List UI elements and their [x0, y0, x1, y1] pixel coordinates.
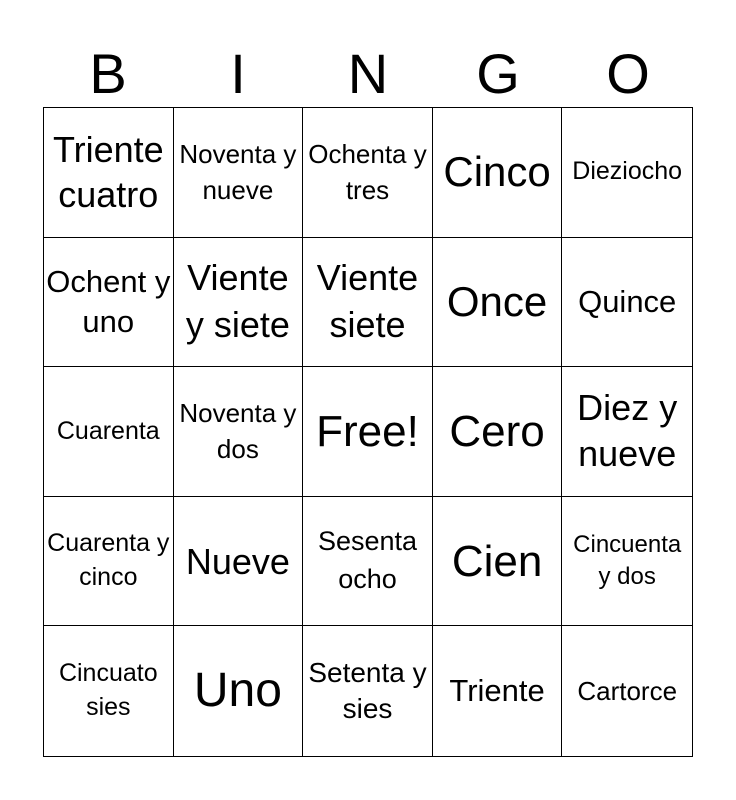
bingo-cell[interactable]: Cartorce	[577, 675, 678, 706]
bingo-cell[interactable]: Quince	[562, 238, 692, 368]
header-letter-b: B	[89, 42, 127, 105]
bingo-cell[interactable]: Cien	[433, 497, 563, 627]
header-letter-g: G	[476, 42, 520, 105]
bingo-cell[interactable]: Cincuenta y dos	[562, 497, 692, 627]
bingo-cell[interactable]: Ochent y uno	[44, 238, 174, 368]
bingo-cell[interactable]: Setenta y sies	[303, 626, 433, 756]
bingo-cell[interactable]: Viente y siete	[174, 238, 304, 368]
bingo-header	[43, 40, 693, 108]
header-letter-o: O	[606, 42, 650, 105]
bingo-free-space[interactable]: Free!	[303, 367, 433, 497]
bingo-cell[interactable]: Sesenta ocho	[303, 497, 433, 627]
bingo-cell[interactable]: Triente	[433, 626, 563, 756]
bingo-cell[interactable]: Uno	[174, 626, 304, 756]
bingo-cell[interactable]: Once	[433, 238, 563, 368]
header-letter-i: I	[230, 42, 246, 105]
bingo-cell[interactable]: Dieziocho	[562, 108, 692, 238]
bingo-cell[interactable]: Cuarenta y cinco	[44, 497, 174, 627]
bingo-cell[interactable]: Diez y nueve	[562, 367, 692, 497]
bingo-cell[interactable]: Noventa y dos	[174, 367, 304, 497]
bingo-cell[interactable]: Triente cuatro	[44, 108, 174, 238]
bingo-cell[interactable]: Cinco	[433, 108, 563, 238]
header-letter-n: N	[347, 42, 389, 105]
bingo-cell[interactable]: Noventa y nueve	[174, 108, 304, 238]
bingo-cell[interactable]: Cincuato sies	[44, 626, 174, 756]
bingo-grid	[43, 107, 693, 757]
bingo-cell[interactable]: Cuarenta	[44, 367, 174, 497]
bingo-cell[interactable]: Viente siete	[303, 238, 433, 368]
bingo-cell[interactable]: Cero	[433, 367, 563, 497]
bingo-cell[interactable]: Nueve	[174, 497, 304, 627]
bingo-cell[interactable]: Ochenta y tres	[303, 108, 433, 238]
